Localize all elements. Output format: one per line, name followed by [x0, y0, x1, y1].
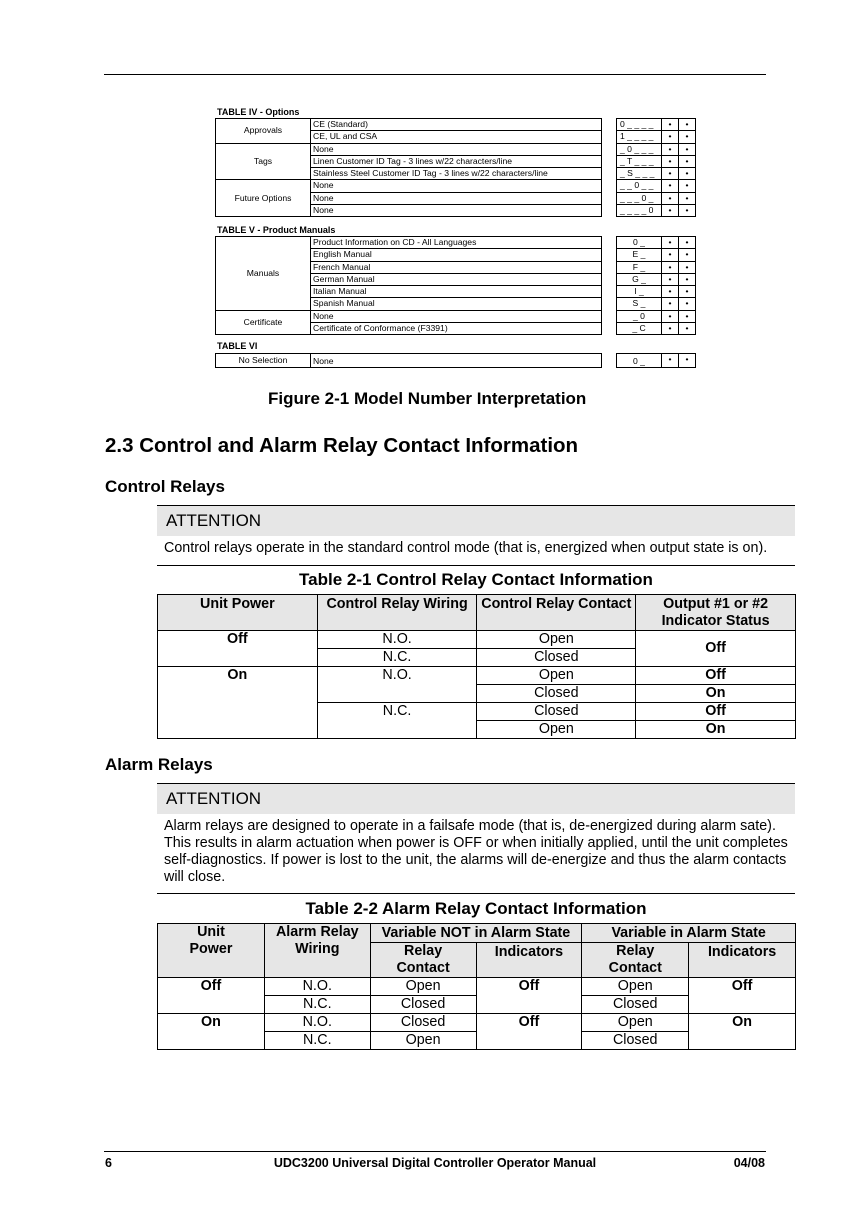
dot-cell: • — [662, 261, 679, 273]
table-cell: Closed — [477, 649, 636, 667]
table-cell: Closed — [370, 1014, 476, 1032]
option-cell: English Manual — [311, 249, 602, 261]
table-cell: Open — [370, 1032, 476, 1050]
code-cell: _ T _ _ _ — [617, 155, 662, 167]
table-iv-codes — [616, 118, 696, 217]
table-row — [617, 298, 696, 310]
option-cell: Linen Customer ID Tag - 3 lines w/22 characters/line — [311, 155, 602, 167]
table-row — [617, 323, 696, 335]
code-cell: _ C — [617, 323, 662, 335]
code-cell: _ 0 _ _ _ — [617, 143, 662, 155]
option-cell: German Manual — [311, 273, 602, 285]
option-cell: None — [311, 310, 602, 322]
dot-cell: • — [662, 180, 679, 192]
dot-cell: • — [662, 249, 679, 261]
option-cell: None — [311, 180, 602, 192]
option-cell: None — [311, 205, 602, 217]
dot-cell: • — [662, 131, 679, 143]
option-cell: CE (Standard) — [311, 119, 602, 131]
table-cell: N.C. — [317, 703, 477, 739]
table-cell: N.O. — [264, 978, 370, 996]
code-cell: _ S _ _ _ — [617, 168, 662, 180]
code-cell: I _ — [617, 286, 662, 298]
code-cell: _ 0 — [617, 310, 662, 322]
table-header-row — [158, 595, 796, 631]
dot-cell: • — [679, 131, 696, 143]
column-header: Alarm Relay Wiring — [264, 924, 370, 978]
footer-page-number: 6 — [105, 1156, 112, 1170]
dot-cell: • — [679, 249, 696, 261]
table-cell: N.O. — [317, 631, 477, 649]
alarm-relay-table — [157, 923, 796, 1050]
dot-cell: • — [662, 143, 679, 155]
dot-cell: • — [679, 261, 696, 273]
attention-text: Alarm relays are designed to operate in a failsafe mode (that is, de-energized during alarm sate). This results in alarm actuation when power is OFF or when initially applied, until the unit completes self-diagnostics. If power is lost to the unit, the alarms will de-energize and thus the alarm contacts will close. — [164, 818, 788, 885]
dot-cell: • — [662, 298, 679, 310]
table-row — [617, 180, 696, 192]
table-row — [617, 354, 696, 368]
table-cell: Off — [689, 978, 796, 1014]
table-cell: Off — [158, 978, 265, 1014]
dot-cell: • — [679, 310, 696, 322]
table-cell: Open — [582, 1014, 689, 1032]
column-header: Indicators — [689, 943, 796, 978]
table-cell: N.C. — [317, 649, 477, 667]
category-cell: Tags — [216, 143, 311, 180]
table-cell: Off — [636, 667, 796, 685]
table-row — [617, 286, 696, 298]
table-cell: Open — [477, 631, 636, 649]
attention-label: ATTENTION — [157, 784, 795, 814]
dot-cell: • — [662, 310, 679, 322]
table-cell: Off — [636, 703, 796, 721]
dot-cell: • — [662, 273, 679, 285]
table-cell: Closed — [477, 703, 636, 721]
dot-cell: • — [679, 192, 696, 204]
code-cell: S _ — [617, 298, 662, 310]
table-row — [216, 119, 602, 131]
table-cell: Off — [158, 631, 318, 667]
attention-text: Control relays operate in the standard control mode (that is, energized when output state is on). — [164, 540, 768, 556]
alarm-relays-heading: Alarm Relays — [105, 755, 213, 774]
table-cell: Open — [477, 721, 636, 739]
code-cell: E _ — [617, 249, 662, 261]
table-row — [617, 119, 696, 131]
table-iv-title: TABLE IV - Options — [217, 107, 300, 117]
code-cell: 1 _ _ _ _ — [617, 131, 662, 143]
control-attention-box — [157, 505, 795, 566]
option-cell: French Manual — [311, 261, 602, 273]
table-row — [617, 192, 696, 204]
code-cell: 0 _ — [617, 354, 662, 368]
table-row — [216, 354, 602, 368]
table-cell: N.O. — [264, 1014, 370, 1032]
option-cell: None — [311, 143, 602, 155]
table-cell: On — [158, 667, 318, 739]
table-cell: Open — [582, 978, 689, 996]
table-cell: N.O. — [317, 667, 477, 703]
column-header: Indicators — [476, 943, 582, 978]
code-cell: _ _ _ _ 0 — [617, 205, 662, 217]
table-row — [617, 261, 696, 273]
category-cell: Manuals — [216, 237, 311, 311]
control-relays-heading: Control Relays — [105, 477, 225, 496]
table-row — [617, 273, 696, 285]
column-header: Variable in Alarm State — [582, 924, 796, 943]
table-cell: N.C. — [264, 1032, 370, 1050]
footer-rule — [104, 1151, 766, 1152]
column-header: Variable NOT in Alarm State — [370, 924, 582, 943]
dot-cell: • — [679, 155, 696, 167]
code-cell: G _ — [617, 273, 662, 285]
table-row — [617, 155, 696, 167]
dot-cell: • — [679, 286, 696, 298]
table-row — [617, 143, 696, 155]
table-cell: On — [158, 1014, 265, 1050]
dot-cell: • — [662, 205, 679, 217]
footer-date: 04/08 — [733, 1156, 765, 1170]
dot-cell: • — [662, 286, 679, 298]
dot-cell: • — [679, 237, 696, 249]
table-cell: Open — [370, 978, 476, 996]
table-cell: On — [689, 1014, 796, 1050]
option-cell: None — [311, 192, 602, 204]
category-cell: Future Options — [216, 180, 311, 217]
table-cell: On — [636, 685, 796, 703]
table-vi-title: TABLE VI — [217, 341, 258, 351]
table-row — [158, 1014, 796, 1032]
table-row — [216, 143, 602, 155]
dot-cell: • — [662, 323, 679, 335]
code-cell: 0 _ _ _ _ — [617, 119, 662, 131]
option-cell: None — [311, 354, 602, 368]
table-cell: Closed — [370, 996, 476, 1014]
code-cell: F _ — [617, 261, 662, 273]
table-row — [617, 205, 696, 217]
table-cell: Off — [476, 1014, 582, 1050]
alarm-attention-box — [157, 783, 795, 894]
option-cell: CE, UL and CSA — [311, 131, 602, 143]
dot-cell: • — [662, 119, 679, 131]
option-cell: Certificate of Conformance (F3391) — [311, 323, 602, 335]
dot-cell: • — [679, 168, 696, 180]
table-row — [158, 978, 796, 996]
option-cell: Product Information on CD - All Languages — [311, 237, 602, 249]
table-cell: Open — [477, 667, 636, 685]
table-row — [617, 310, 696, 322]
dot-cell: • — [679, 354, 696, 368]
category-cell: No Selection — [216, 354, 311, 368]
table-row — [216, 180, 602, 192]
code-cell: _ _ _ 0 _ — [617, 192, 662, 204]
table-row — [158, 631, 796, 649]
dot-cell: • — [662, 192, 679, 204]
dot-cell: • — [662, 354, 679, 368]
table-2-2-caption: Table 2-2 Alarm Relay Contact Information — [305, 899, 647, 918]
table-row — [617, 237, 696, 249]
table-cell: N.C. — [264, 996, 370, 1014]
column-header: Unit Power — [158, 595, 318, 631]
table-row — [617, 131, 696, 143]
category-cell: Approvals — [216, 119, 311, 144]
dot-cell: • — [679, 298, 696, 310]
column-header: Relay Contact — [582, 943, 689, 978]
dot-cell: • — [679, 205, 696, 217]
table-cell: Off — [476, 978, 582, 1014]
column-header: Output #1 or #2 Indicator Status — [636, 595, 796, 631]
table-v-manuals — [215, 236, 602, 335]
dot-cell: • — [679, 180, 696, 192]
dot-cell: • — [679, 273, 696, 285]
table-header-row — [158, 924, 796, 943]
option-cell: Spanish Manual — [311, 298, 602, 310]
table-row — [216, 310, 602, 322]
control-relay-table — [157, 594, 796, 739]
table-row — [617, 168, 696, 180]
table-cell: Closed — [582, 996, 689, 1014]
column-header: Unit Power — [158, 924, 265, 978]
attention-label: ATTENTION — [157, 506, 795, 536]
category-cell: Certificate — [216, 310, 311, 335]
dot-cell: • — [662, 168, 679, 180]
footer-title: UDC3200 Universal Digital Controller Operator Manual — [273, 1156, 597, 1170]
dot-cell: • — [679, 323, 696, 335]
table-cell: Closed — [582, 1032, 689, 1050]
table-cell: Closed — [477, 685, 636, 703]
table-cell: Off — [636, 631, 796, 667]
dot-cell: • — [662, 155, 679, 167]
column-header: Control Relay Contact — [477, 595, 636, 631]
table-iv-options — [215, 118, 602, 217]
option-cell: Italian Manual — [311, 286, 602, 298]
table-row — [617, 249, 696, 261]
column-header: Control Relay Wiring — [317, 595, 477, 631]
table-v-codes — [616, 236, 696, 335]
code-cell: _ _ 0 _ _ — [617, 180, 662, 192]
column-header: Relay Contact — [370, 943, 476, 978]
table-v-title: TABLE V - Product Manuals — [217, 225, 336, 235]
dot-cell: • — [662, 237, 679, 249]
figure-caption: Figure 2-1 Model Number Interpretation — [268, 389, 587, 408]
table-2-1-caption: Table 2-1 Control Relay Contact Information — [299, 570, 653, 589]
dot-cell: • — [679, 143, 696, 155]
table-cell: On — [636, 721, 796, 739]
header-rule — [104, 74, 766, 75]
dot-cell: • — [679, 119, 696, 131]
code-cell: 0 _ — [617, 237, 662, 249]
table-vi-selection — [215, 353, 602, 368]
table-row — [216, 237, 602, 249]
table-row — [158, 667, 796, 685]
table-vi-codes — [616, 353, 696, 368]
section-heading: 2.3 Control and Alarm Relay Contact Information — [105, 434, 579, 457]
option-cell: Stainless Steel Customer ID Tag - 3 lines w/22 characters/line — [311, 168, 602, 180]
